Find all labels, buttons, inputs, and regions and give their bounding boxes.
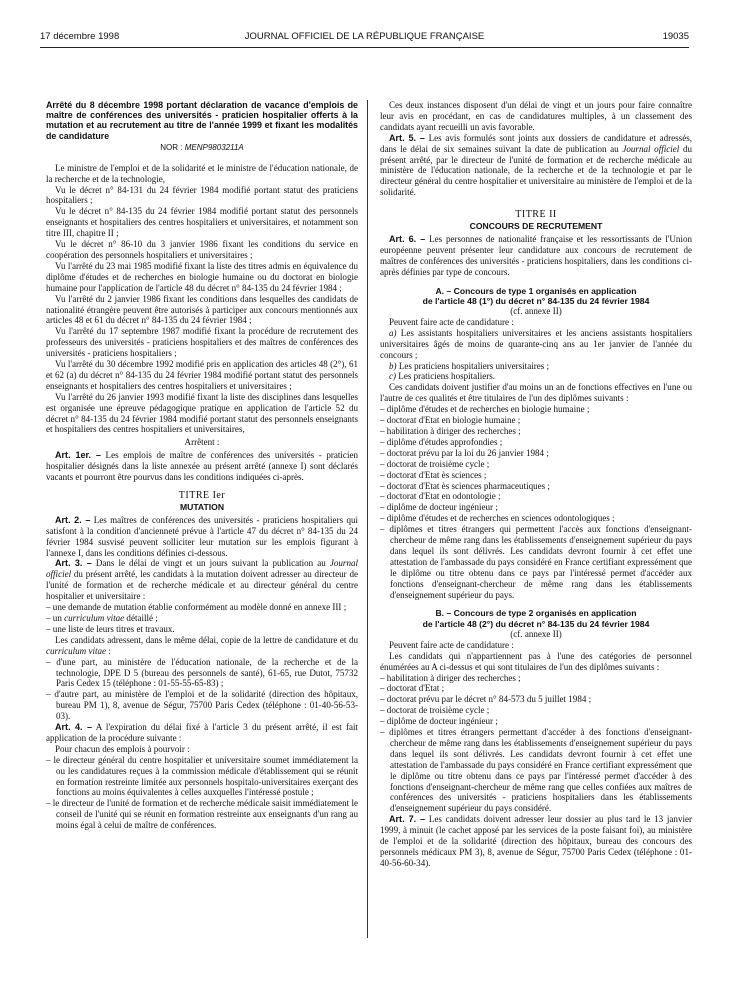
titre-1-subheading: MUTATION [179, 501, 225, 512]
section-a-annex-ref: (cf. annexe II) [510, 306, 562, 316]
section-b-line: de l'article 48 (2°) du décret n° 84-135 du 24 février 1984 [422, 618, 650, 629]
list-item-text: un [52, 612, 62, 623]
list-item: – le directeur général du centre hospitalier et universitaire soumet immédiatement la ou les candidatures reçues à la commission médicale d'établissement qui se réunit en formation restreinte limitée aux personnels hospitalo-universitaires exerçant des fonctions au moins équivalentes à celles auxquelles l'intéressé postule ; [46, 755, 358, 799]
paragraph: Ces candidats doivent justifier d'au moins un an de fonctions effectives en l'une ou l'autre de ces qualités et être titulaires de l'un des diplômes suivants : [380, 382, 692, 404]
visa-paragraph: Vu l'arrêté du 2 janvier 1986 fixant les conditions dans lesquelles des candidats de nationalité étrangère peuvent être autorisés à participer aux concours mentionnés aux articles 48 et 61 du décret n° 84-135 du 24 février 1984 ; [46, 293, 358, 326]
list-item: – habilitation à diriger des recherches ; [380, 673, 692, 684]
preamble: Le ministre de l'emploi et de la solidarité et le ministre de l'éducation nationale, de la recherche et de la technologie, [46, 162, 358, 184]
mutation-documents-list [46, 602, 358, 635]
list-item: – doctorat prévu par la loi du 26 janvier 1984 ; [380, 448, 692, 459]
list-item: – une liste de leurs titres et travaux. [46, 624, 358, 635]
item-text: Les assistants hospitaliers universitaires et les anciens assistants hospitaliers universitaires âgés de moins de quarante-cinq ans au 1er janvier de l'année du concours ; [380, 327, 693, 360]
article-4-label: Art. 4. – [55, 722, 93, 733]
journal-officiel-ref: Journal officiel [46, 558, 359, 580]
arretent: Arrêtent : [184, 437, 220, 448]
article-5-text: Les avis formulés sont joints aux dossiers de candidature et adressés, dans le délai de six semaines suivant la date de publication au [380, 132, 693, 154]
article-2-text: Les maîtres de conférences des universités - praticiens hospitaliers qui satisfont à la condition d'ancienneté prévue à l'article 47 du décret n° 84-135 du 24 février 1984 susvisé peuvent solliciter leur mutation sur les emplois figurant à l'annexe I, dans les conditions définies ci-dessous. [46, 514, 359, 558]
article-5-text-cont: du présent arrêté, par le directeur de l'unité de formation et de recherche médicale au ministère de l'éducation nationale, de la recherche et de la technologie et par le directeur général du centre hospitalier et universitaire au ministère de l'emploi et de la solidarité. [380, 143, 693, 198]
candidate-category-b [380, 361, 692, 372]
section-a-line: A. – Concours de type 1 organisés en application [435, 285, 637, 296]
item-text: Les praticiens hospitaliers universitaires ; [398, 360, 550, 371]
item-text: Les praticiens hospitaliers. [398, 371, 496, 382]
article-6 [380, 234, 692, 278]
item-letter: a) [389, 327, 397, 338]
nor-reference [46, 143, 358, 154]
decree-title: Arrêté du 8 décembre 1998 portant déclaration de vacance d'emplois de maître de conférences des universités - praticien hospitalier offerts à la mutation et au recrutement au titre de l'année 1999 et fixant les modalités de candidature [46, 100, 358, 141]
copy-text: Les candidats adressent, dans le même délai, copie de la lettre de candidature et du [55, 634, 358, 645]
procedure-intro: Pour chacun des emplois à pourvoir : [55, 743, 190, 754]
titre-2-subheading: CONCOURS DE RECRUTEMENT [469, 221, 603, 232]
visa-paragraph: Vu le décret n° 84-135 du 24 février 1984 modifié portant statut des personnels enseignants et hospitaliers des centres hospitaliers et universitaires, et notamment son titre III, chapitre II ; [46, 206, 358, 239]
candidate-category-a [380, 328, 692, 361]
copy-recipients-list [46, 657, 358, 722]
visa-paragraph: Vu le décret n° 84-131 du 24 février 1984 modifié portant statut des praticiens hospitaliers ; [46, 184, 358, 206]
list-item: – doctorat d'Etat ès sciences pharmaceutiques ; [380, 481, 692, 492]
list-item: – doctorat de troisième cycle ; [380, 705, 692, 716]
list-item: – habilitation à diriger des recherches ; [380, 426, 692, 437]
article-1-label: Art. 1er. – [55, 450, 101, 461]
paragraph: Les candidats qui n'appartiennent pas à l'une des catégories de personnel énumérées au A ci-dessus et qui sont titulaires de l'un des diplômes suivants : [380, 650, 692, 672]
column-divider [367, 100, 368, 938]
section-b-heading [380, 608, 692, 628]
article-2-label: Art. 2. – [55, 514, 91, 525]
header-rule [40, 47, 689, 48]
item-letter: b) [389, 360, 397, 371]
list-item: – diplôme de docteur ingénieur ; [380, 716, 692, 727]
article-6-label: Art. 6. – [389, 233, 426, 244]
curriculum-vitae-ref: curriculum vitae [46, 645, 107, 656]
visa-paragraph: Vu l'arrêté du 26 janvier 1993 modifié fixant la liste des disciplines dans lesquelles est organisée une épreuve pédagogique pratique en application de l'article 52 du décret n° 84-135 du 24 février 1984 modifié portant statut des personnels enseignants et hospitaliers des centres hospitaliers et universitaires, [46, 391, 358, 435]
list-item [46, 613, 358, 624]
page-number: 19035 [662, 31, 689, 42]
list-item: – une demande de mutation établie conformément au modèle donné en annexe III ; [46, 602, 358, 613]
right-column [380, 100, 692, 869]
article-3-text-cont: du présent arrêté, les candidats à la mutation doivent adresser au directeur de l'unité de formation et de recherche médicale et au directeur général du centre hospitalier et universitaire : [46, 569, 358, 602]
paragraph: Ces deux instances disposent d'un délai de vingt et un jours pour faire connaître leur avis en procédant, en cas de candidatures multiples, à un classement des candidats ayant recueilli un avis favorable. [380, 100, 692, 132]
journal-officiel-ref: Journal officiel [622, 143, 680, 154]
diploma-list-a [380, 404, 692, 600]
procedure-list [46, 755, 358, 831]
section-b-annex-ref: (cf. annexe II) [510, 628, 562, 639]
nor-code: MENP9803211A [184, 142, 244, 152]
list-item: – doctorat de troisième cycle ; [380, 459, 692, 470]
nor-label: NOR : [160, 142, 183, 152]
list-item: – diplômes et titres étrangers permettant d'accéder à des fonctions d'enseignant-chercheur de même rang dans les établissements d'enseignement supérieur du pays dans lequel ils sont délivrés. Les candidats devront fournir à cet effet une attestation de l'ambassade du pays considéré en France certifiant expressément que le diplôme ou titre obtenu dans ce pays par l'intéressé permet d'accéder à des fonctions d'enseignant-chercheur de même rang que celles confiées aux maîtres de conférences des universités - praticiens hospitaliers dans les établissements d'enseignement supérieur du pays considéré. [380, 727, 692, 814]
visa-paragraph: Vu l'arrêté du 17 septembre 1987 modifié fixant la procédure de recrutement des professeurs des universités - praticiens hospitaliers et des maîtres de conférences des universités - praticiens hospitaliers ; [46, 326, 358, 359]
candidate-category-c [380, 371, 692, 382]
article-1 [46, 450, 358, 483]
section-a-line: de l'article 48 (1°) du décret n° 84-135 du 24 février 1984 [422, 295, 650, 306]
visa-paragraph: Vu l'arrêté du 30 décembre 1992 modifié pris en application des articles 48 (2°), 61 et 62 (a) du décret n° 84-135 du 24 février 1984 modifié portant statut des personnels enseignants et hospitaliers des centres hospitaliers et universitaires ; [46, 359, 358, 391]
copy-text: : [108, 645, 111, 656]
article-4 [46, 722, 358, 744]
list-item: – doctorat prévu par le décret n° 84-573 du 5 juillet 1984 ; [380, 694, 692, 705]
article-4-text: A l'expiration du délai fixé à l'article 3 du présent arrêté, il est fait application de la procédure suivante : [46, 722, 359, 743]
list-item: – doctorat d'Etat ès sciences ; [380, 470, 692, 481]
header-date: 17 décembre 1998 [40, 31, 120, 42]
list-item: – diplôme de docteur ingénieur ; [380, 502, 692, 513]
titre-2-heading: TITRE II [515, 209, 557, 221]
article-7-text: Les candidats doivent adresser leur dossier au plus tard le 13 janvier 1999, à minuit (le cachet apposé par les services de la poste faisant foi), au ministère de l'emploi et de la solidarité (direction des hôpitaux, bureau des concours des personnels médicaux PM 3), 8, avenue de Ségur, 75700 Paris Cedex (téléphone : 01-40-56-60-34). [380, 814, 693, 868]
section-b-line: B. – Concours de type 2 organisés en application [435, 608, 637, 619]
item-letter: c) [389, 371, 397, 382]
article-7-label: Art. 7. – [389, 814, 426, 825]
article-6-text: Les personnes de nationalité française et les ressortissants de l'Union européenne peuvent présenter leur candidature aux concours de recrutement de maîtres de conférences des universités - praticiens hospitaliers, dans les conditions ci-après définies par type de concours. [380, 233, 693, 277]
paragraph: Peuvent faire acte de candidature : [389, 639, 514, 650]
list-item: – d'autre part, au ministère de l'emploi et de la solidarité (direction des hôpitaux, bureau PM 1), 8, avenue de Ségur, 75700 Paris Cedex (téléphone : 01-40-56-53-03). [46, 689, 358, 722]
copy-paragraph [46, 635, 358, 657]
list-item: – diplôme d'études approfondies ; [380, 437, 692, 448]
journal-title: JOURNAL OFFICIEL DE LA RÉPUBLIQUE FRANÇAISE [244, 31, 485, 42]
article-1-text: Les emplois de maître de conférences des universités - praticien hospitalier désignés dans la liste annexée au présent arrêté (annexe I) sont déclarés vacants et pourront être pourvus dans les conditions indiquées ci-après. [46, 450, 358, 483]
list-item-text: détaillé ; [126, 612, 158, 623]
section-a-heading [380, 286, 692, 306]
paragraph: Peuvent faire acte de candidature : [389, 316, 514, 327]
curriculum-vitae-ref: curriculum vitae [64, 612, 125, 623]
list-item: – doctorat d'Etat en odontologie ; [380, 491, 692, 502]
list-item: – diplôme d'études et de recherches en biologie humaine ; [380, 404, 692, 415]
article-5-label: Art. 5. – [389, 132, 425, 143]
page-header [40, 31, 689, 45]
list-item: – diplôme d'études et de recherches en sciences odontologiques ; [380, 513, 692, 524]
article-3-text: Dans le délai de vingt et un jours suivant la publication au [95, 558, 326, 569]
article-3-label: Art. 3. – [55, 558, 92, 569]
list-item: – doctorat d'Etat ; [380, 683, 692, 694]
list-item: – d'une part, au ministère de l'éducation nationale, de la recherche et de la technologie, DPE D 5 (bureau des personnels de santé), 61-65, rue Dutot, 75732 Paris Cedex 15 (téléphone : 01-55-55-65-83) ; [46, 657, 358, 690]
titre-1-heading: TITRE Ier [178, 490, 226, 501]
visa-paragraph: Vu le décret n° 86-10 du 3 janvier 1986 fixant les conditions du service en coopération des personnels hospitaliers et universitaires ; [46, 239, 358, 260]
visa-paragraph: Vu l'arrêté du 23 mai 1985 modifié fixant la liste des titres admis en équivalence du diplôme d'études et de recherches en biologie humaine ou du doctorat en biologie humaine pour l'application de l'article 48 du décret n° 84-135 du 24 février 1984 ; [46, 260, 358, 293]
article-7 [380, 814, 692, 869]
left-column [46, 100, 358, 831]
article-5 [380, 133, 692, 198]
list-item: – diplômes et titres étrangers qui permettent l'accès aux fonctions d'enseignant-chercheur de même rang dans les établissements d'enseignement supérieur du pays dans lequel ils sont délivrés. Les candidats devront fournir à cet effet une attestation de l'ambassade du pays considéré en France certifiant expressément que le diplôme ou titre obtenu dans ce pays par l'intéressé permet d'accéder aux fonctions d'enseignant-chercheur de même rang dans les établissements d'enseignement supérieur du pays. [380, 524, 692, 600]
article-2 [46, 515, 358, 559]
list-item: – doctorat d'Etat en biologie humaine ; [380, 415, 692, 426]
diploma-list-b [380, 673, 692, 815]
article-3 [46, 558, 358, 602]
list-item: – le directeur de l'unité de formation et de recherche médicale saisit immédiatement le conseil de l'unité qui se réunit en formation restreinte aux enseignants d'un rang au moins égal à celui de maître de conférences. [46, 798, 358, 831]
